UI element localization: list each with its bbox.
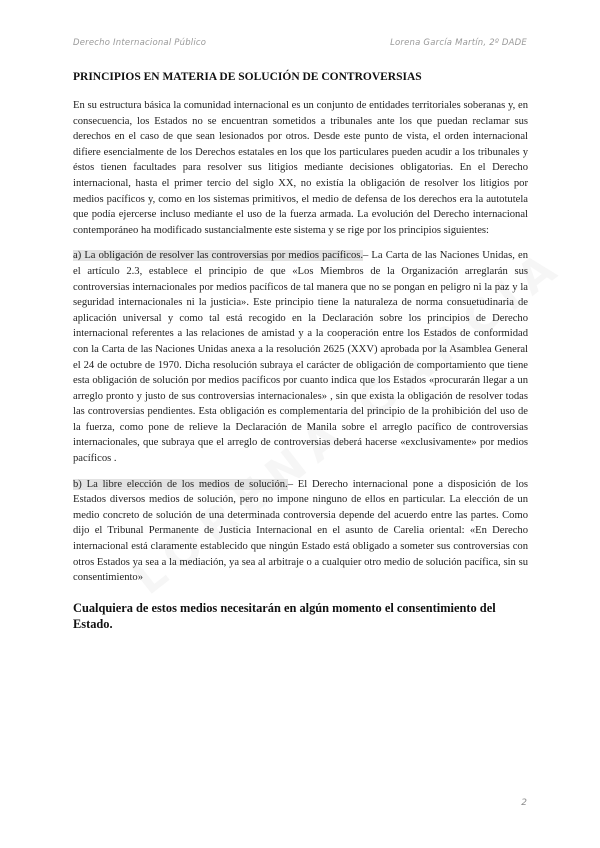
header-course: Derecho Internacional Público: [73, 38, 207, 48]
section-a-heading: a) La obligación de resolver las controversias por medios pacíficos.: [73, 250, 364, 262]
conclusion-statement: Cualquiera de estos medios necesitarán en algún momento el consentimiento del Estado.: [73, 600, 496, 632]
section-b-text: – El Derecho internacional pone a disposición de los Estados diversos medios de solución, pero no impone ninguno de ellos en particular. La elección de un medio concreto de solución de una determinada controversia depende del acuerdo entre las partes. Como dijo el Tribunal Permanente de Justicia Internacional en el asunto de Carelia oriental: «En Derecho internacional está claramente establecido que ningún Estado está obligado a someter sus controversias con otros Estados ya sea a la mediación, ya sea al arbitraje o a cualquier otro medio de solución pacífica, sin su consentimiento»: [73, 478, 528, 584]
page-title: PRINCIPIOS EN MATERIA DE SOLUCIÓN DE CONTROVERSIAS: [73, 71, 422, 83]
section-b-paragraph: [73, 477, 528, 586]
document-body: [73, 98, 528, 643]
intro-paragraph: En su estructura básica la comunidad internacional es un conjunto de entidades territoriales soberanas y, en consecuencia, los Estados no se encuentran sometidos a tribunales ante los que puedan reclamar sus derechos en el caso de que sean lesionados por otros. Desde este punto de vista, el orden internacional difiere esencialmente de los Derechos estatales en los que los particulares pueden acudir a los tribunales y éstos tienen facultades para resolver sus litigios mediante decisiones obligatorias. En el Derecho internacional, hasta el primer tercio del siglo XX, no existía la obligación de resolver los litigios por medios pacíficos y, como en los sistemas primitivos, el medio de defensa de los derechos era la autotutela que podía ejercerse incluso mediante el uso de la fuerza armada. La evolución del Derecho internacional contemporáneo ha modificado sustancialmente este sistema y se rige por los principios siguientes:: [73, 100, 528, 236]
section-a-paragraph: [73, 248, 528, 466]
page-number: 2: [521, 798, 527, 808]
section-a-text: – La Carta de las Naciones Unidas, en el artículo 2.3, establece el principio de que «Los Miembros de la Organización arreglarán sus controversias internacionales por medios pacíficos de tal manera que no se pongan en peligro ni la paz y la seguridad internacionales ni la justicia». Este principio tiene la naturaleza de norma consuetudinaria de aplicación universal y como tal está recogido en la Declaración sobre los principios de Derecho internacional referentes a las relaciones de amistad y a la cooperación entre los Estados de conformidad con la Carta de las Naciones Unidas anexa a la resolución 2625 (XXV) aprobada por la Asamblea General el 24 de octubre de 1970. Dicha resolución subraya el carácter de obligación de comportamiento que tiene esta obligación de solución por medios pacíficos por cuanto indica que los Estados «procurarán llegar a un arreglo pronto y justo de sus controversias internacionales» , sin que exista la obligación de resolver todas las controversias pendientes. Esta obligación es complementaria del principio de la prohibición del uso de la fuerza, como pone de relieve la Declaración de Manila sobre el arreglo pacífico de controversias internacionales, que subraya que el arreglo de controversias deberá hacerse «exclusivamente» por medios pacíficos .: [73, 250, 529, 465]
section-b-heading: b) La libre elección de los medios de solución.: [73, 478, 288, 490]
header-author: Lorena García Martín, 2º DADE: [390, 38, 527, 48]
